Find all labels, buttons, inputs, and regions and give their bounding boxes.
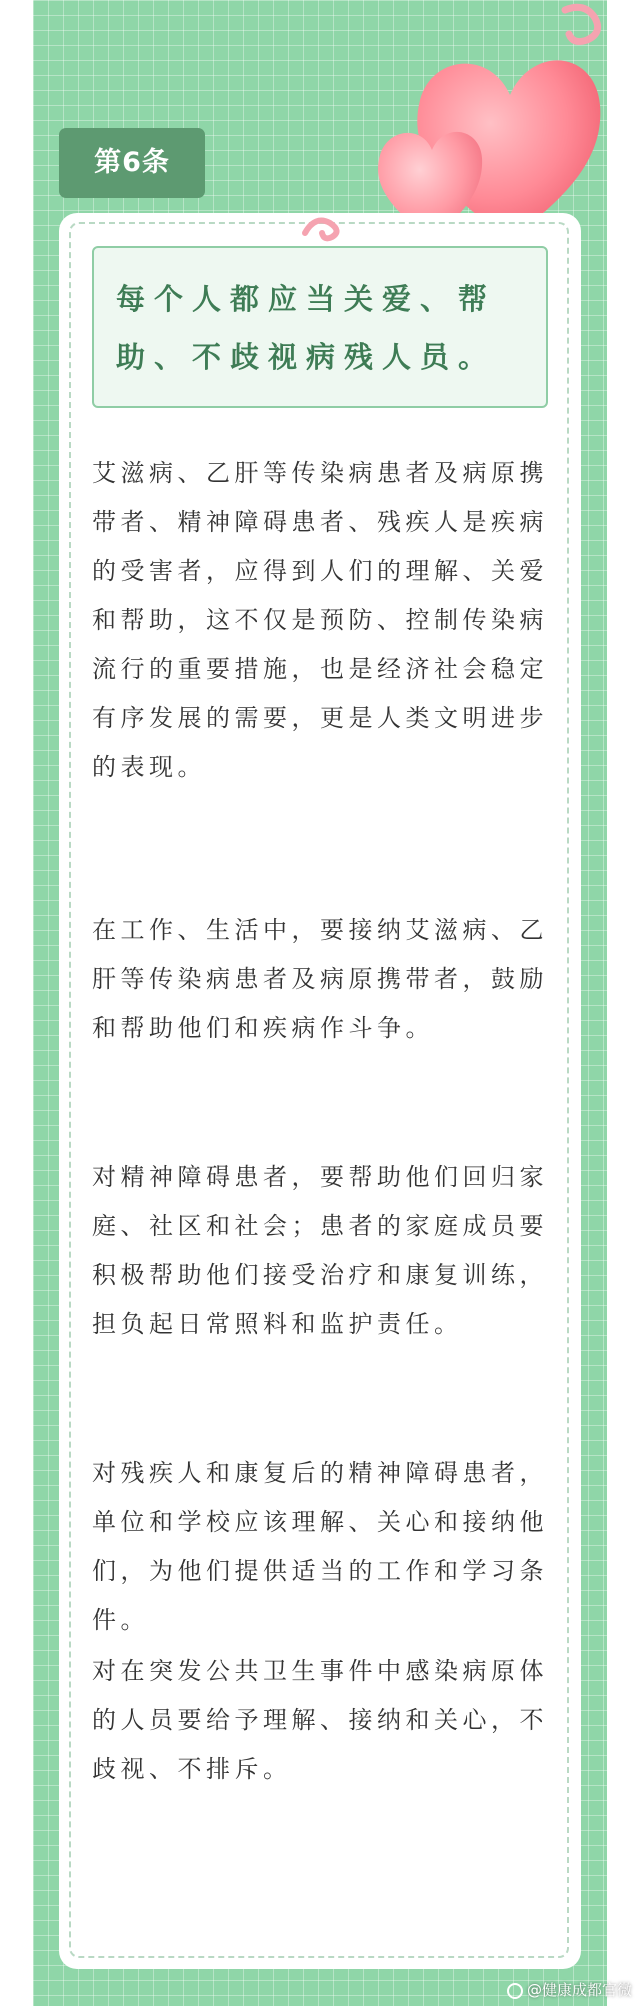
swirl-decoration-icon: [300, 208, 360, 248]
swirl-icon: [565, 7, 598, 41]
paragraph-5: 对在突发公共卫生事件中感染病原体的人员要给予理解、接纳和关心，不歧视、不排斥。: [92, 1657, 548, 1783]
watermark: [507, 1979, 632, 2000]
key-message-box: 每个人都应当关爱、帮助、不歧视病残人员。: [92, 246, 548, 408]
paragraph-2: 在工作、生活中，要接纳艾滋病、乙肝等传染病患者及病原携带者，鼓励和帮助他们和疾病作斗争。: [92, 916, 548, 1042]
paragraph-4: 对残疾人和康复后的精神障碍患者，单位和学校应该理解、关心和接纳他们，为他们提供适当的工作和学习条件。: [92, 1459, 548, 1634]
weibo-icon: [507, 1983, 523, 1999]
paragraph-3: 对精神障碍患者，要帮助他们回归家庭、社区和社会；患者的家庭成员要积极帮助他们接受治疗和康复训练，担负起日常照料和监护责任。: [92, 1163, 548, 1338]
paragraph-1: 艾滋病、乙肝等传染病患者及病原携带者、精神障碍患者、残疾人是疾病的受害者，应得到人们的理解、关爱和帮助，这不仅是预防、控制传染病流行的重要措施，也是经济社会稳定有序发展的需要，更是人类文明进步的表现。: [92, 459, 548, 781]
watermark-text: @健康成都官微: [526, 1981, 632, 1999]
article-number-tag: 第6条: [59, 128, 205, 198]
